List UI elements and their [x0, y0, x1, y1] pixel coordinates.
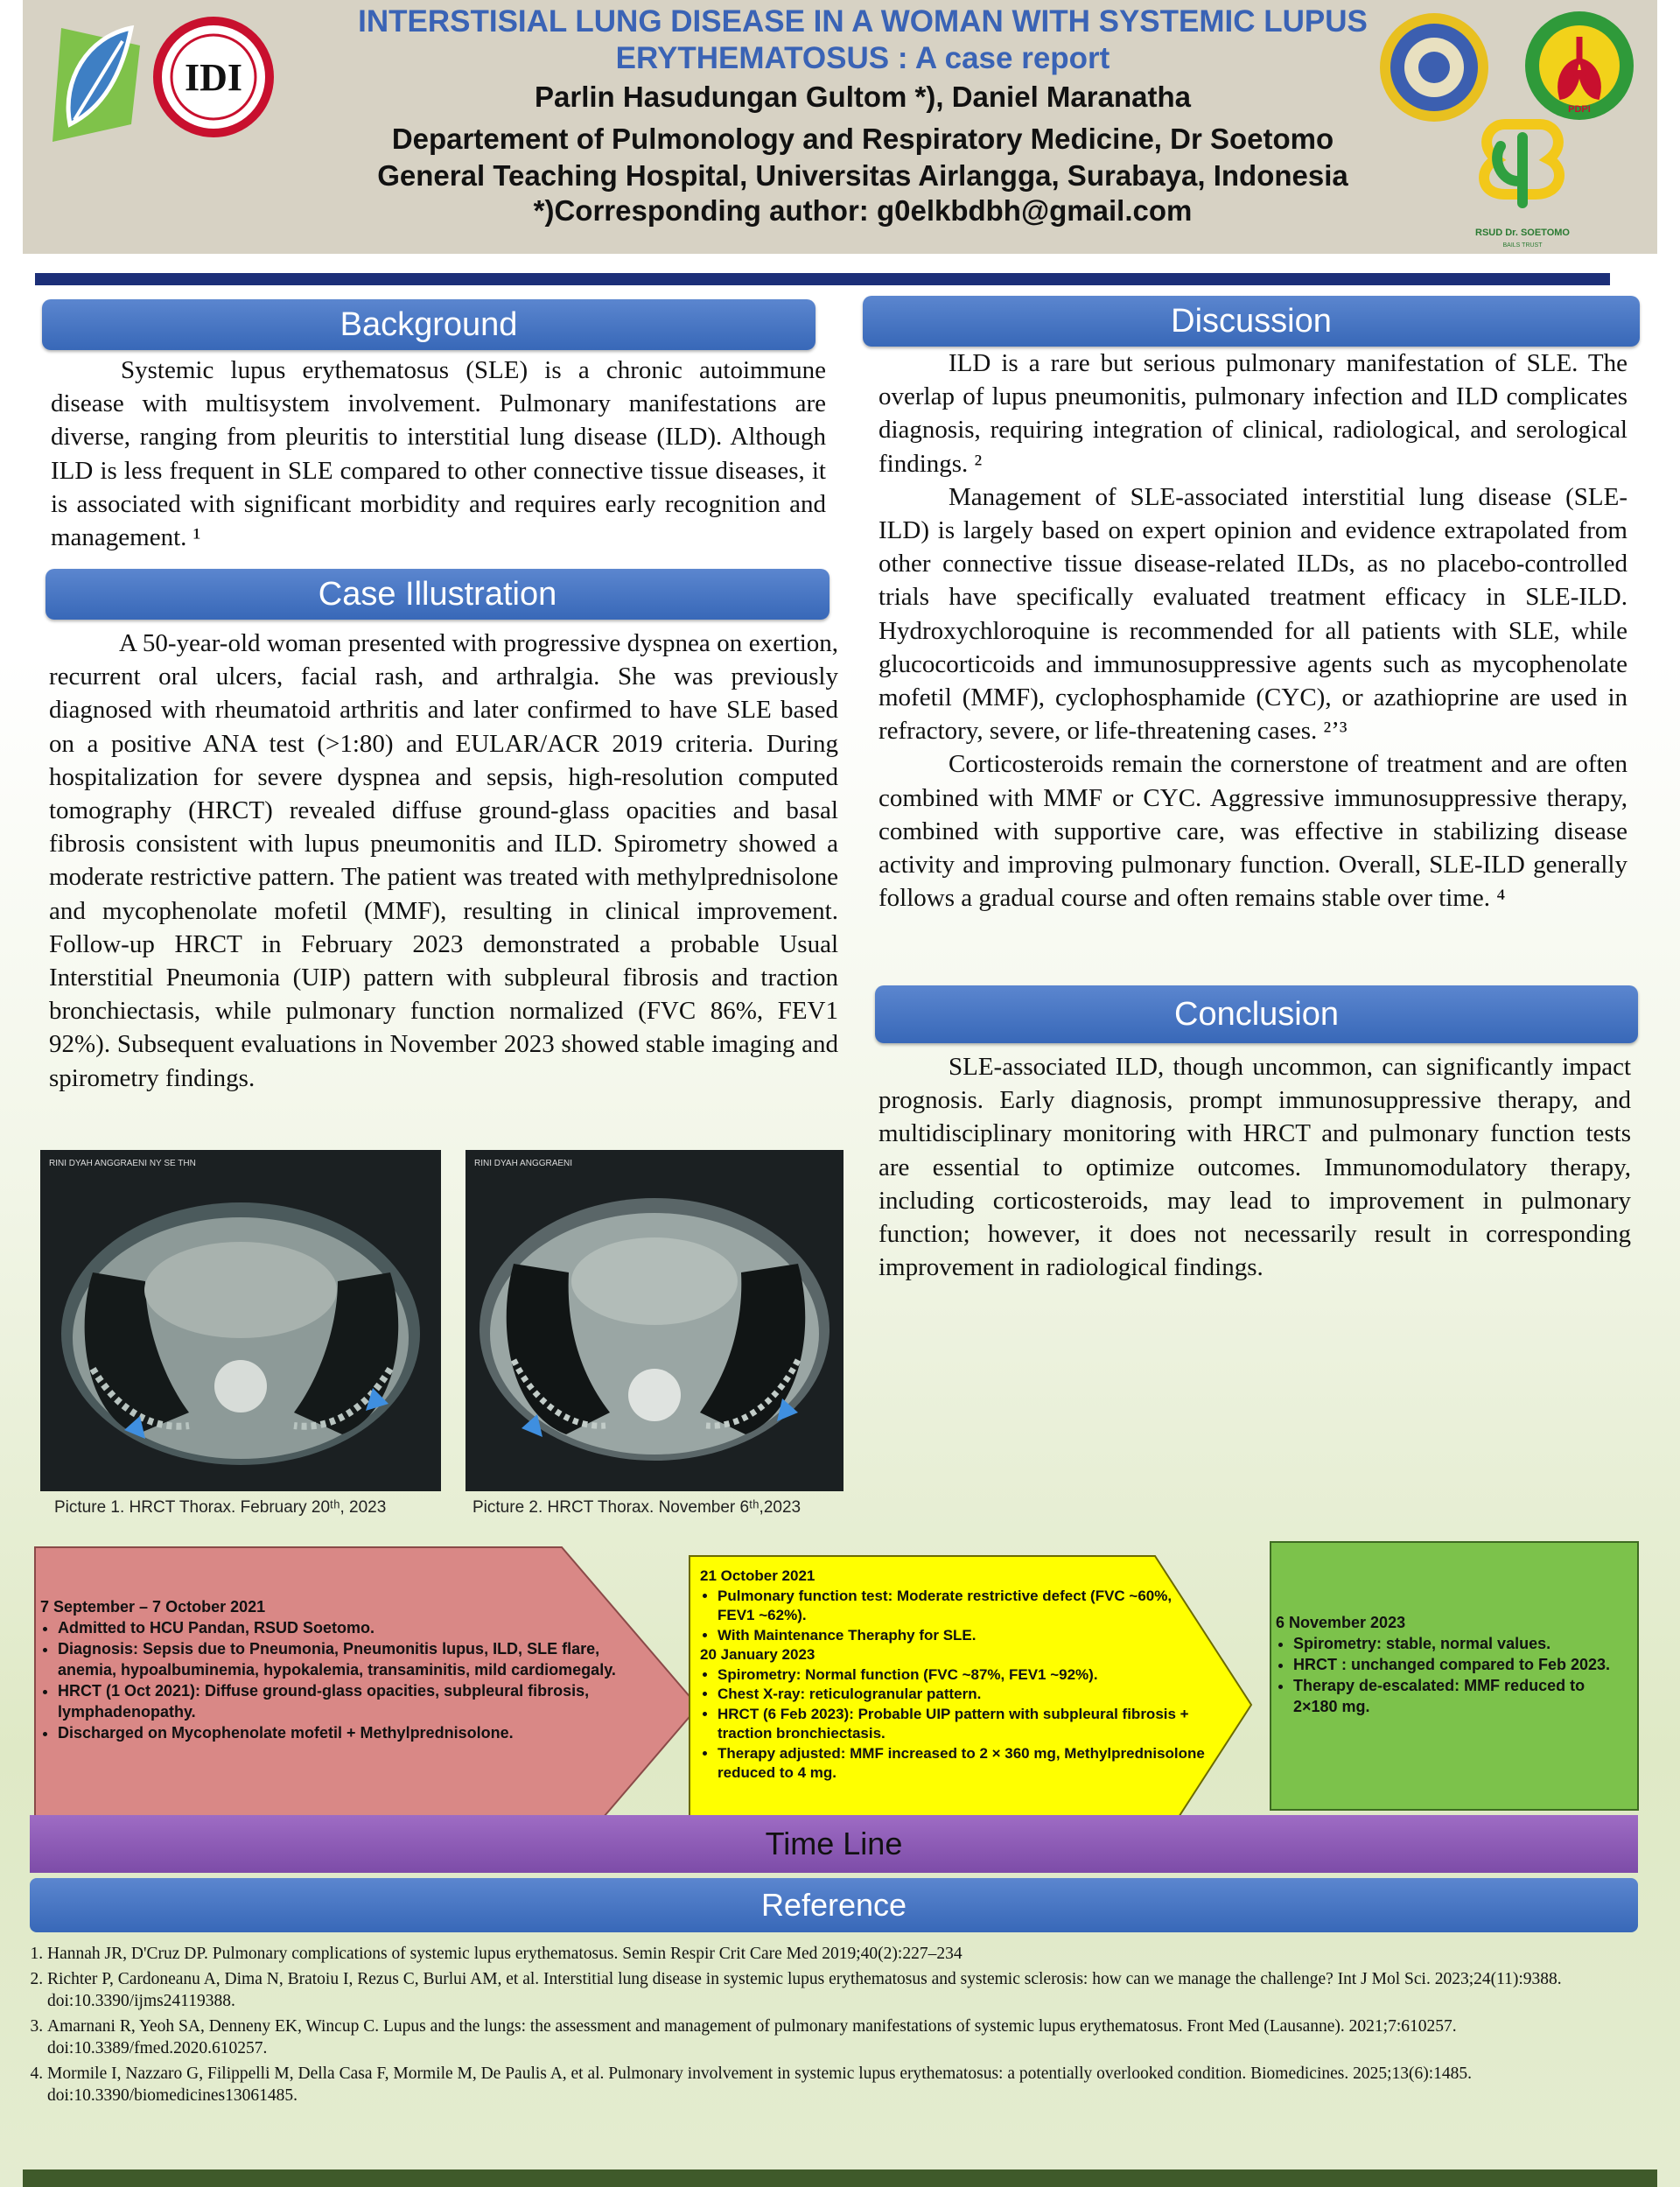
svg-text:BAILS TRUST: BAILS TRUST: [1502, 242, 1543, 249]
svg-text:IDI: IDI: [184, 56, 243, 99]
title-line-1: INTERSTISIAL LUNG DISEASE IN A WOMAN WITH SYSTEMIC LUPUS: [358, 4, 1368, 39]
timeline-item: • Diagnosis: Sepsis due to Pneumonia, Pneumonitis lupus, ILD, SLE flare, anemia, hypoalbuminemia, hypokalemia, transaminitis, mild cardiomegaly.: [58, 1638, 653, 1680]
svg-text:PDPI: PDPI: [1568, 104, 1591, 115]
timeline-entry-2021: [40, 1596, 653, 1743]
title-line-2: ERYTHEMATOSUS : A case report: [615, 41, 1110, 75]
corresponding-author: *)Corresponding author: g0elkbdbh@gmail.com: [533, 194, 1193, 227]
reference-item: 3. Amarnani R, Yeoh SA, Denneny EK, Wincup C. Lupus and the lungs: the assessment and management of pulmonary manifestations of systemic lupus erythematosus. Front Med (Lausanne). 2021;7:610257. doi:10.3389/fmed.2020.610257.: [47, 2015, 1614, 2059]
timeline-item: • Chest X-ray: reticulogranular pattern.: [718, 1685, 1208, 1705]
authors: Parlin Hasudungan Gultom *), Daniel Maranatha: [535, 81, 1191, 113]
background-paragraph: Systemic lupus erythematosus (SLE) is a chronic autoimmune disease with multisystem involvement. Pulmonary manifestations are diverse, ranging from pleuritis to interstitial lung disease (ILD). Although ILD is less frequent in SLE compared to other connective tissue diseases, it is associated with significant morbidity and requires early recognition and management. ¹: [51, 356, 826, 552]
affiliation-line-2: General Teaching Hospital, Universitas Airlangga, Surabaya, Indonesia: [377, 159, 1348, 192]
discussion-paragraph-3: Corticosteroids remain the cornerstone of treatment and are often combined with MMF or CYC. Aggressive immunosuppressive therapy, combined with supportive care, was effective in stabilizing disease activity and improving pulmonary function. Overall, SLE-ILD generally follows a gradual course and often remains stable over time. ⁴: [878, 750, 1628, 913]
reference-list: [30, 1943, 1614, 2110]
timeline-item: • Therapy de-escalated: MMF reduced to 2×180 mg.: [1293, 1675, 1633, 1717]
timeline-date: 20 January 2023: [700, 1646, 816, 1663]
timeline-item: • Therapy adjusted: MMF increased to 2 × 360 mg, Methylprednisolone reduced to 4 mg.: [718, 1744, 1208, 1784]
timeline-item: • Spirometry: stable, normal values.: [1293, 1633, 1633, 1654]
timeline-date: 7 September – 7 October 2021: [40, 1598, 266, 1616]
reference-heading: Reference: [30, 1878, 1638, 1932]
affiliation-line-1: Departement of Pulmonology and Respiratory Medicine, Dr Soetomo: [391, 123, 1334, 155]
reference-item: 2. Richter P, Cardoneanu A, Dima N, Bratoiu I, Rezus C, Burlui AM, et al. Interstitial lung disease in systemic lupus erythematosus and systemic sclerosis: how can we manage the challenge? Int J Mol Sci. 2023;24(11):9388. doi:10.3390/ijms24119388.: [47, 1968, 1614, 2012]
timeline-date: 6 November 2023: [1276, 1614, 1406, 1631]
case-illustration-heading: Case Illustration: [46, 569, 830, 620]
reference-item: 4. Mormile I, Nazzaro G, Filippelli M, Della Casa F, Mormile M, De Paulis A, et al. Pulmonary involvement in systemic lupus erythematosus: a potentially overlooked condition. Biomedicines. 2025;13(6):1485. doi:10.3390/biomedicines13061485.: [47, 2063, 1614, 2106]
timeline-item: • Pulmonary function test: Moderate restrictive defect (FVC ~60%, FEV1 ~62%).: [718, 1587, 1208, 1626]
reference-item: 1. Hannah JR, D'Cruz DP. Pulmonary complications of systemic lupus erythematosus. Semin Respir Crit Care Med 2019;40(2):227–234: [47, 1943, 1614, 1965]
figure-caption-1: Picture 1. HRCT Thorax. February 20ᵗʰ, 2023: [54, 1498, 387, 1517]
discussion-paragraph-1: ILD is a rare but serious pulmonary manifestation of SLE. The overlap of lupus pneumonitis, pulmonary infection and ILD complicates diagnosis, requiring integration of clinical, radiological, and serological findings. ²: [878, 349, 1628, 478]
background-heading: Background: [42, 299, 816, 350]
case-paragraph: A 50-year-old woman presented with progressive dyspnea on exertion, recurrent oral ulcers, facial rash, and arthralgia. She was previously diagnosed with rheumatoid arthritis and later confirmed to have SLE based on a positive ANA test (>1:80) and EULAR/ACR 2019 criteria. During hospitalization for severe dyspnea and sepsis, high-resolution computed tomography (HRCT) revealed diffuse ground-glass opacities and basal fibrosis consistent with lupus pneumonitis and ILD. Spirometry showed a moderate restrictive pattern. The patient was treated with methylprednisolone and mycophenolate mofetil (MMF), resulting in clinical improvement. Follow-up HRCT in February 2023 demonstrated a probable Usual Interstitial Pneumonia (UIP) pattern with subpleural fibrosis and traction bronchiectasis, while pulmonary function normalized (FVC 86%, FEV1 92%). Subsequent evaluations in November 2023 showed stable imaging and spirometry findings.: [49, 629, 838, 1092]
timeline-date: 21 October 2021: [700, 1567, 816, 1584]
timeline-item: • HRCT (6 Feb 2023): Probable UIP pattern with subpleural fibrosis + traction bronchiectasis.: [718, 1705, 1208, 1744]
svg-text:RINI DYAH ANGGRAENI NY SE THN: RINI DYAH ANGGRAENI NY SE THN: [49, 1159, 196, 1168]
svg-text:RINI DYAH ANGGRAENI: RINI DYAH ANGGRAENI: [474, 1159, 573, 1168]
svg-text:RSUD Dr. SOETOMO: RSUD Dr. SOETOMO: [1475, 228, 1570, 238]
timeline-entry-nov-2023: [1276, 1612, 1633, 1717]
timeline-item: • With Maintenance Theraphy for SLE.: [718, 1626, 1208, 1646]
timeline-entry-2021-2023: [700, 1567, 1208, 1784]
timeline-item: • HRCT : unchanged compared to Feb 2023.: [1293, 1654, 1633, 1675]
timeline-bar: Time Line: [30, 1815, 1638, 1873]
discussion-heading: Discussion: [863, 296, 1640, 347]
discussion-paragraph-2: Management of SLE-associated interstitial lung disease (SLE-ILD) is largely based on expert opinion and evidence extrapolated from other connective tissue disease-related ILDs, as no placebo-controlled trials have specifically evaluated treatment efficacy in SLE-ILD. Hydroxychloroquine is recommended for all patients with SLE, while glucocorticoids and immunosuppressive agents such as mycophenolate mofetil (MMF), cyclophosphamide (CYC), or azathioprine are used in refractory, severe, or life-threatening cases. ²ʼ³: [878, 482, 1628, 746]
timeline-item: • HRCT (1 Oct 2021): Diffuse ground-glass opacities, subpleural fibrosis, lymphadenopathy.: [58, 1680, 653, 1722]
timeline-item: • Spirometry: Normal function (FVC ~87%, FEV1 ~92%).: [718, 1665, 1208, 1686]
conclusion-paragraph: SLE-associated ILD, though uncommon, can significantly impact prognosis. Early diagnosis, prompt immunosuppressive therapy, and multidisciplinary monitoring with HRCT and pulmonary function tests are essential to optimize outcomes. Immunomodulatory therapy, including corticosteroids, may lead to improvement in pulmonary function; however, it does not necessarily result in corresponding improvement in radiological findings.: [878, 1053, 1631, 1282]
timeline-item: • Discharged on Mycophenolate mofetil + Methylprednisolone.: [58, 1722, 653, 1743]
conclusion-heading: Conclusion: [875, 985, 1638, 1043]
poster-footer: [23, 2169, 1657, 2187]
timeline-item: • Admitted to HCU Pandan, RSUD Soetomo.: [58, 1617, 653, 1638]
figure-caption-2: Picture 2. HRCT Thorax. November 6ᵗʰ,2023: [472, 1498, 802, 1517]
